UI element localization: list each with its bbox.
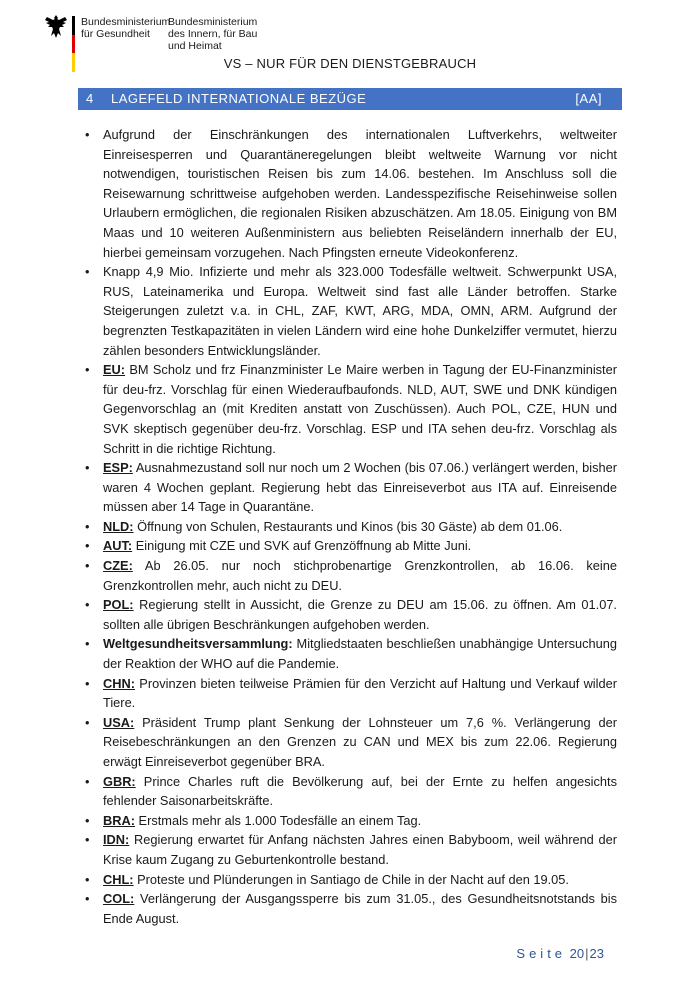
bullet-icon: • [85, 812, 90, 828]
bullet-icon: • [85, 832, 90, 848]
bullet-icon: • [85, 871, 90, 887]
bullet-label: ESP: [103, 460, 133, 476]
bullet-label: CHL: [103, 871, 134, 887]
bullet-icon: • [85, 518, 90, 534]
classification-marking: VS – NUR FÜR DEN DIENSTGEBRAUCH [223, 56, 477, 71]
bullet-icon: • [85, 773, 90, 789]
bullet-text: Provinzen bieten teilweise Prämien für den Verzicht auf Haltung und Verkauf wilder Tiere. [103, 675, 617, 711]
bullet-icon: • [85, 264, 90, 280]
bullet-icon: • [85, 675, 90, 691]
bullet-label: POL: [103, 597, 134, 613]
list-item [84, 830, 617, 869]
bullet-icon: • [85, 362, 90, 378]
bullet-icon: • [85, 891, 90, 907]
bullet-label: COL: [103, 891, 135, 907]
bullet-icon: • [85, 558, 90, 574]
section-tag: [AA] [575, 91, 602, 106]
section-number: 4 [86, 91, 94, 106]
document-body [84, 125, 617, 928]
bullet-label: CZE: [103, 558, 133, 574]
bullet-icon: • [85, 714, 90, 730]
flag-stripe-red [72, 35, 75, 54]
bullet-text: Proteste und Plünderungen in Santiago de Chile in der Nacht auf den 19.05. [133, 871, 569, 887]
page-separator: | [585, 946, 589, 961]
list-item [84, 772, 617, 811]
bullet-label: BRA: [103, 812, 135, 828]
bullet-label: IDN: [103, 832, 130, 848]
ministry-interior-name [168, 16, 257, 52]
bullet-icon: • [85, 597, 90, 613]
bullet-text: Öffnung von Schulen, Restaurants und Kinos (bis 30 Gäste) ab dem 01.06. [133, 518, 563, 534]
list-item [84, 870, 617, 890]
bullet-label: AUT: [103, 538, 133, 554]
bullet-text: Regierung erwartet für Anfang nächsten Jahres einen Babyboom, weil während der Krise kaum Zugang zu Geburtenkontrolle bestand. [103, 832, 617, 867]
page-number: 20 [569, 946, 585, 961]
bullet-text: Knapp 4,9 Mio. Infizierte und mehr als 323.000 Todesfälle weltweit. Schwerpunkt USA, RUS, Lateinamerika und Europa. Weltweit sind fast alle Länder betroffen. Starke Steigerungen zuletzt v.a. in CHL, ZAF, KWT, ARG, MDA, OMN, ARM. Aufgrund der begrenzten Testkapazitäten in vielen Ländern wird eine hohe Dunkelziffer vermutet, hierzu zählen besonders Entwicklungsländer. [103, 264, 617, 358]
list-item [84, 517, 617, 537]
bullet-text: Präsident Trump plant Senkung der Lohnsteuer um 7,6 %. Verlängerung der Reisebeschränkungen an den Grenzen zu CAN und MEX bis zum 22.06. Regierung erwägt Einreiseverbot gegenüber BRA. [103, 714, 617, 769]
federal-eagle-icon [44, 14, 68, 40]
flag-stripe-black [72, 16, 75, 35]
list-item [84, 556, 617, 595]
list-item [84, 536, 617, 556]
ministry-health-line: Bundesministerium [81, 16, 171, 28]
ministry-health-name [81, 16, 170, 40]
bullet-text: Mitgliedstaaten beschließen unabhängige Untersuchung der Reaktion der WHO auf die Pandemie. [103, 636, 617, 672]
bullet-text: Verlängerung der Ausgangssperre bis zum 31.05., des Gesundheitsnotstands bis Ende August. [103, 891, 617, 926]
list-item [84, 458, 617, 517]
page-footer [516, 946, 604, 961]
bullet-text: Aufgrund der Einschränkungen des internationalen Luftverkehrs, weltweiter Einreisesperren und Quarantäneregelungen bleibt weltweite Warnung vor nicht notwendigen, touristischen Reisen bis zum 14.06. bestehen. Im Anschluss soll die Reisewarnung schrittweise aufgehoben werden. Landesspezifische Reisehinweise sollen Urlaubern ermöglichen, die regionalen Risiken abzuschätzen. Am 18.05. Einigung von BM Maas und 10 weiteren Außenministern aus beliebten Reiseländern innerhalb der EU, hierbei gemeinsam vorzugehen. Nach Pfingsten erneute Videokonferenz. [103, 127, 617, 260]
ministry-interior-line: Bundesministerium [168, 16, 258, 28]
section-title: LAGEFELD INTERNATIONALE BEZÜGE [111, 91, 367, 106]
bullet-label: GBR: [103, 773, 136, 789]
bullet-icon: • [85, 127, 90, 142]
bullet-text: Ausnahmezustand soll nur noch um 2 Wochen (bis 07.06.) verlängert werden, bisher waren 4 Wochen geplant. Regierung hebt das Einreiseverbot aus ITA auf. Einreisende müssen aber 14 Tage in Quarantäne. [103, 460, 617, 515]
bullet-label: EU: [103, 362, 126, 378]
list-item [84, 595, 617, 634]
list-item [84, 889, 617, 928]
bullet-label: CHN: [103, 675, 135, 691]
page-total: 23 [589, 946, 604, 961]
bullet-text: BM Scholz und frz Finanzminister Le Maire werben in Tagung der EU-Finanzminister für deu-frz. Vorschlag für einen Wiederaufbaufonds. NLD, AUT, SWE und DNK kündigen Gegenvorschlag an (mit Krediten anstatt von Zuschüssen). Auch POL, CZE, HUN und SVK skeptisch gegenüber deu-frz. Vorschlag. ESP und ITA sehen deu-frz. Vorschlag als Schritt in die richtige Richtung. [103, 362, 617, 456]
list-item [84, 674, 617, 713]
list-item [84, 125, 617, 262]
bullet-icon: • [85, 636, 90, 652]
list-item [84, 713, 617, 772]
bullet-text: Ab 26.05. nur noch stichprobenartige Grenzkontrollen, ab 16.06. keine Grenzkontrollen mehr, auch nicht zu DEU. [103, 558, 617, 593]
bullet-icon: • [85, 460, 90, 476]
bullet-text: Prince Charles ruft die Bevölkerung auf, bei der Ernte zu helfen angesichts fehlender Saisonarbeitskräfte. [103, 773, 617, 809]
ministry-interior-line: und Heimat [168, 40, 222, 52]
bullet-icon: • [85, 538, 90, 554]
bullet-text: Regierung stellt in Aussicht, die Grenze zu DEU am 15.06. zu öffnen. Am 01.07. sollten alle übrigen Beschränkungen aufgehoben werden. [103, 597, 617, 632]
bullet-text: Einigung mit CZE und SVK auf Grenzöffnung ab Mitte Juni. [132, 538, 472, 554]
bullet-label: Weltgesundheitsversammlung: [103, 636, 293, 652]
ministry-health-line: für Gesundheit [81, 28, 150, 40]
section-heading-bar [78, 88, 622, 110]
bullet-label: USA: [103, 714, 135, 730]
bullet-text: Erstmals mehr als 1.000 Todesfälle an einem Tag. [135, 812, 422, 828]
list-item [84, 262, 617, 360]
page-label: Seite [516, 946, 567, 961]
bullet-list [84, 125, 617, 928]
list-item [84, 811, 617, 831]
list-item [84, 360, 617, 458]
list-item [84, 634, 617, 673]
ministry-interior-line: des Innern, für Bau [168, 28, 258, 40]
bullet-label: NLD: [103, 518, 134, 534]
